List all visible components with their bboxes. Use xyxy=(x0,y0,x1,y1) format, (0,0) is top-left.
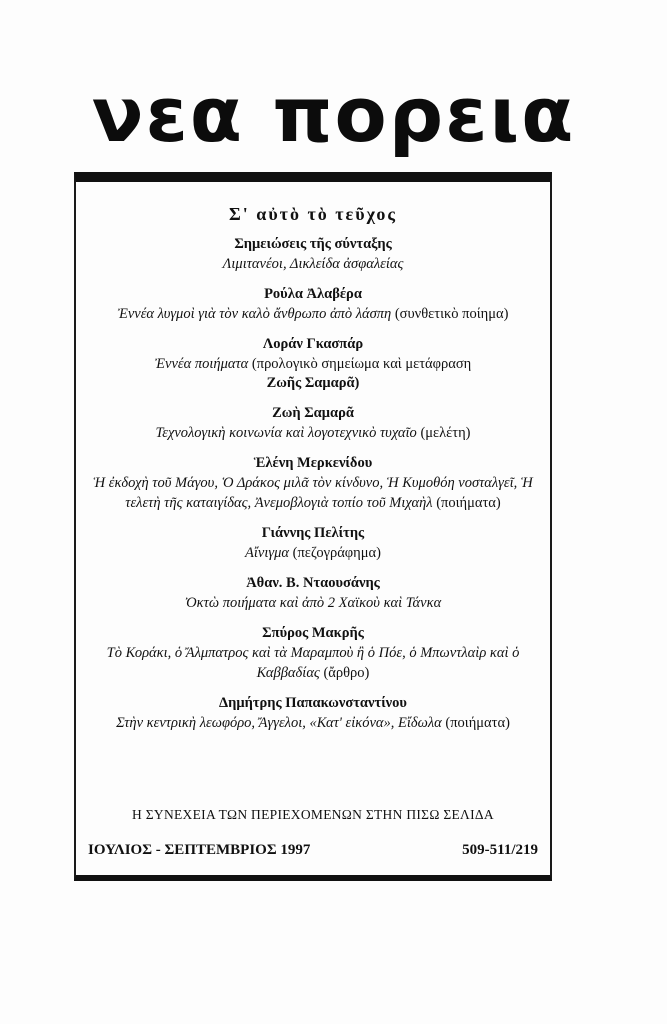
item-work-title: Ἐννέα λυγμοὶ γιὰ τὸν καλὸ ἄνθρωπο ἀπὸ λάσπη xyxy=(117,306,392,322)
item-work xyxy=(90,643,536,683)
item-work-note: (συνθετικὸ ποίημα) xyxy=(394,306,509,322)
item-work-note: (μελέτη) xyxy=(420,425,471,441)
contents-box xyxy=(74,172,552,881)
item-work-note: (ποιήματα) xyxy=(436,495,501,511)
list-item xyxy=(90,285,536,324)
item-author: Ζωὴ Σαμαρᾶ xyxy=(272,405,354,421)
issue-date: ΙΟΥΛΙΟΣ - ΣΕΠΤΕΜΒΡΙΟΣ 1997 xyxy=(88,842,311,858)
list-item xyxy=(90,524,536,563)
continued-note: Η ΣΥΝΕΧΕΙΑ ΤΩΝ ΠΕΡΙΕΧΟΜΕΝΩΝ ΣΤΗΝ ΠΙΣΩ ΣΕΛΙΔΑ xyxy=(132,807,494,822)
item-work xyxy=(90,304,536,324)
item-author: Ἑλένη Μερκενίδου xyxy=(253,455,373,471)
item-work xyxy=(90,593,536,613)
item-work-note: (προλογικὸ σημείωμα καὶ μετάφραση xyxy=(251,356,472,372)
list-item xyxy=(90,624,536,683)
item-work xyxy=(90,354,536,374)
item-author: Ρούλα Ἀλαβέρα xyxy=(264,286,362,302)
item-extra-credit: Ζωῆς Σαμαρᾶ) xyxy=(266,375,360,391)
item-work xyxy=(90,713,536,733)
issue-footer xyxy=(88,842,538,859)
item-work-title: Αἴνιγμα xyxy=(245,545,289,561)
item-author: Σπύρος Μακρῆς xyxy=(262,625,364,641)
list-item xyxy=(90,404,536,443)
issue-number: 509-511/219 xyxy=(462,842,538,858)
item-work-note: (ἄρθρο) xyxy=(323,665,370,681)
item-author: Δημήτρης Παπακωνσταντίνου xyxy=(219,695,407,711)
item-work xyxy=(90,543,536,563)
item-work-title: Ὀκτὼ ποιήματα καὶ ἀπὸ 2 Χαϊκοὺ καὶ Τάνκα xyxy=(184,595,442,611)
item-author: Ἀθαν. Β. Νταουσάνης xyxy=(246,575,380,591)
item-author: Λοράν Γκασπάρ xyxy=(262,336,364,352)
list-item xyxy=(90,574,536,613)
item-work-title: Ἐννέα ποιήματα xyxy=(154,356,249,372)
item-author: Γιάννης Πελίτης xyxy=(261,525,365,541)
item-work xyxy=(90,254,536,274)
item-work-title: Τεχνολογικὴ κοινωνία καὶ λογοτεχνικὸ τυχαῖο xyxy=(155,425,417,441)
list-item xyxy=(90,335,536,393)
item-work-note: (πεζογράφημα) xyxy=(292,545,381,561)
list-item xyxy=(90,694,536,733)
item-work-note: (ποιήματα) xyxy=(445,715,510,731)
contents-heading: Σ' αὐτὸ τὸ τεῦχος xyxy=(229,204,397,224)
list-item xyxy=(90,235,536,274)
contents-list xyxy=(76,235,550,733)
item-work xyxy=(90,423,536,443)
item-work xyxy=(90,473,536,513)
item-work-title: Ἡ ἐκδοχὴ τοῦ Μάγου, Ὁ Δράκος μιλᾶ τὸν κίνδυνο, Ἡ Κυμοθόη νοσταλγεῖ, Ἡ τελετὴ τῆς καταιγίδας, Ἀνεμοβλογιὰ τοπίο τοῦ Μιχαὴλ xyxy=(93,475,533,511)
item-work-title: Στὴν κεντρικὴ λεωφόρο, Ἄγγελοι, «Κατ' εἰκόνα», Εἴδωλα xyxy=(116,715,442,731)
list-item xyxy=(90,454,536,513)
item-work-title: Λιμιτανέοι, Δικλείδα ἀσφαλείας xyxy=(222,256,404,272)
item-work-title: Τὸ Κοράκι, ὁ Ἄλμπατρος καὶ τὰ Μαραμποὺ ἢ ὁ Πόε, ὁ Μπωντλαὶρ καὶ ὁ Καββαδίας xyxy=(106,645,520,681)
masthead-title: νεα πορεια xyxy=(91,70,576,159)
item-author: Σημειώσεις τῆς σύνταξης xyxy=(234,236,392,252)
